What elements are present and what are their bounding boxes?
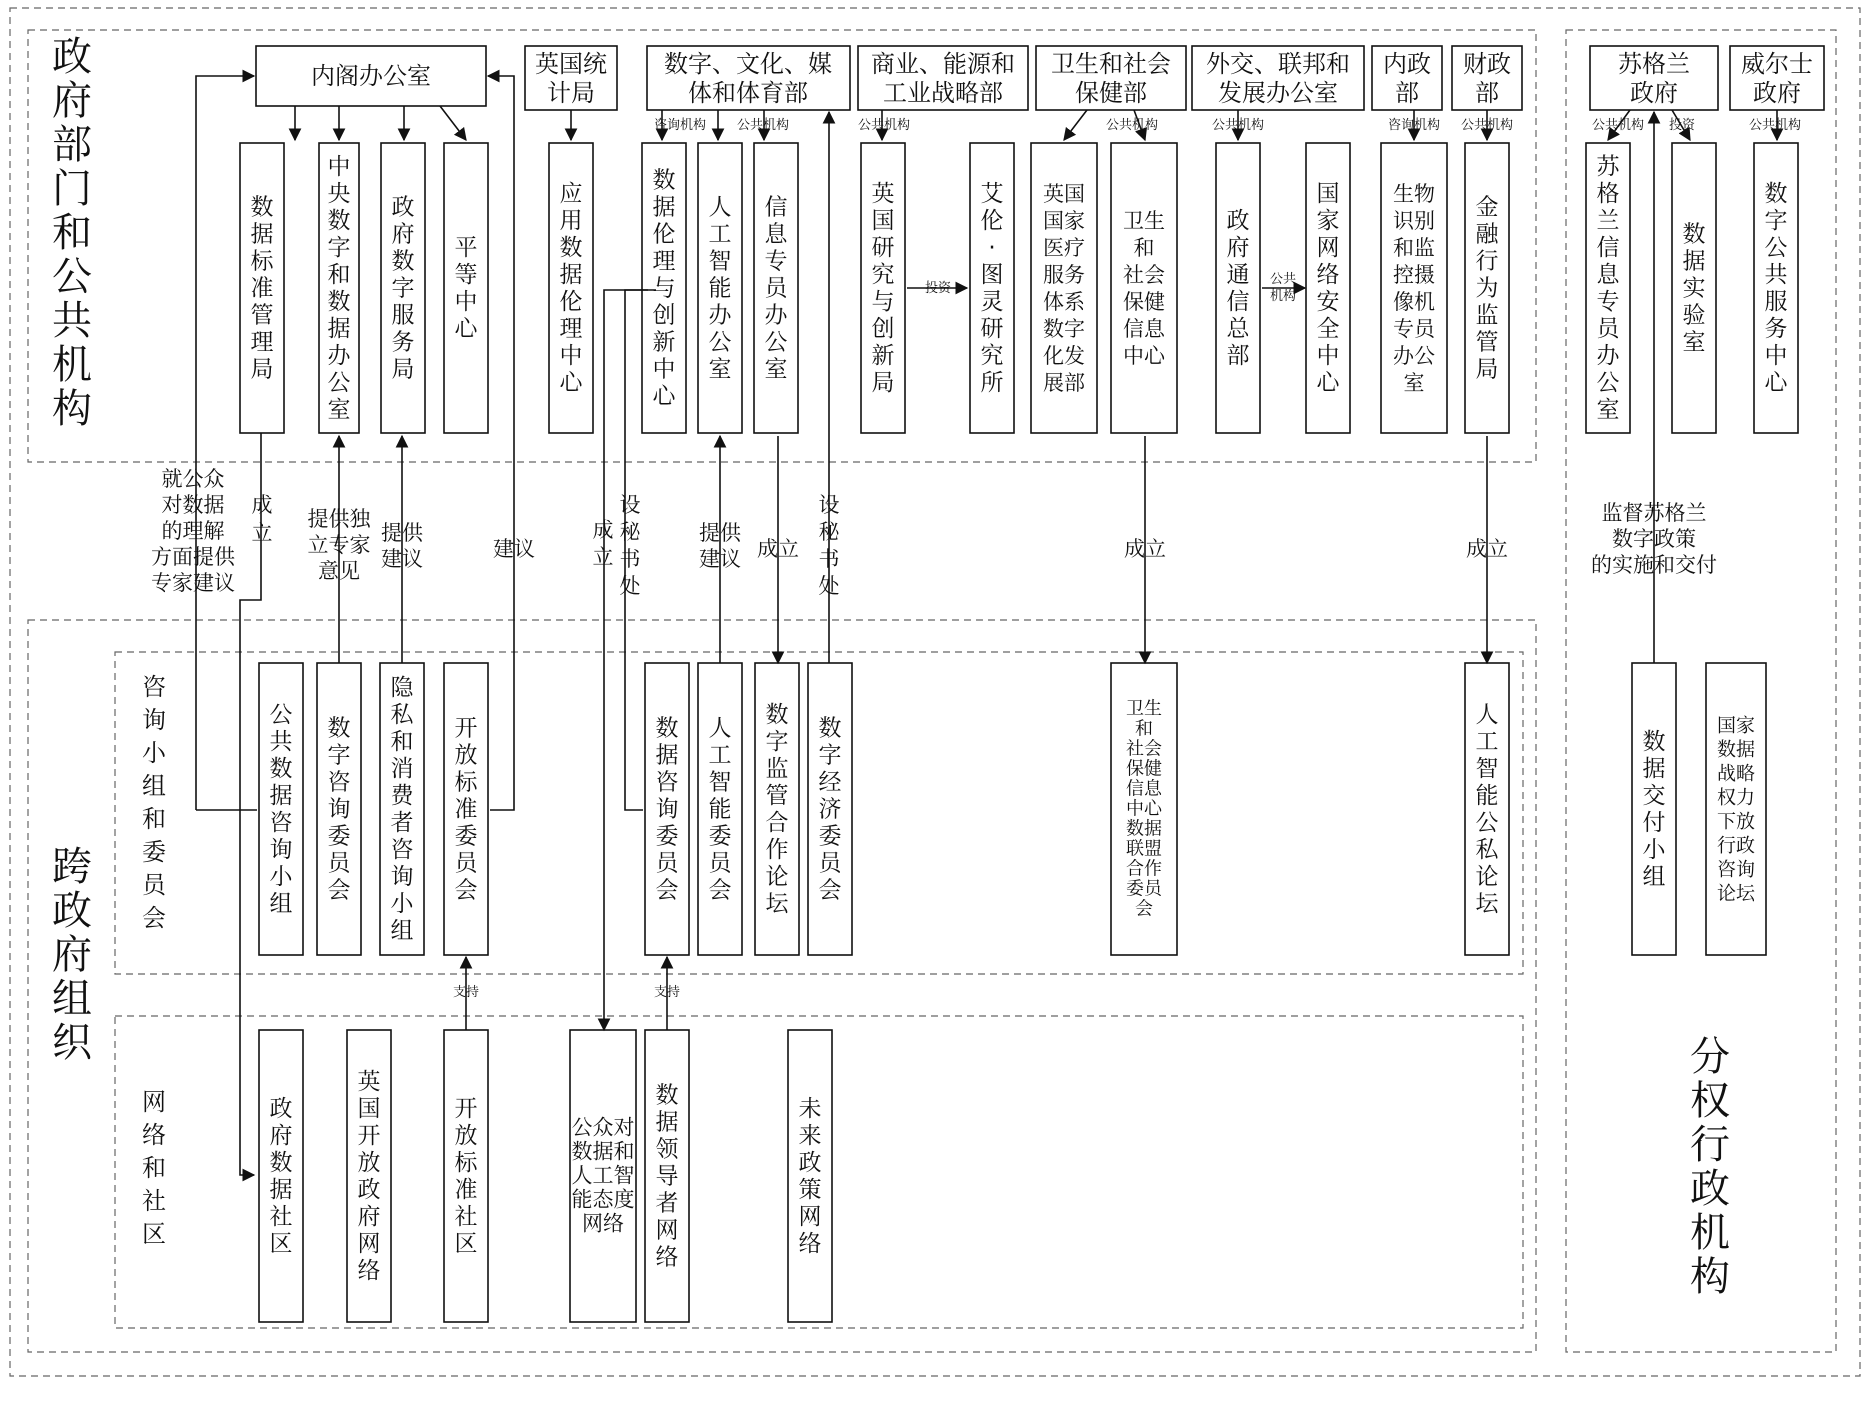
gov-data-community-box [259, 1030, 303, 1322]
home-advisory-tag: 咨询机构 [1387, 118, 1441, 133]
ai-council-box [698, 663, 742, 955]
scot-info-box [1586, 143, 1630, 433]
svg-text:立专家: 立专家 [307, 533, 371, 557]
svg-text:书: 书 [818, 547, 840, 571]
fca-box [1465, 143, 1509, 433]
svg-text:秘: 秘 [818, 520, 840, 544]
public-attitudes-box [570, 1030, 636, 1322]
label-scot-oversight [1591, 501, 1717, 577]
svg-text:成: 成 [251, 493, 273, 517]
fcdo-public-tag: 公共机构 [1211, 118, 1265, 133]
svg-text:政府: 政府 [1630, 79, 1678, 107]
dcms-public-tag: 公共机构 [736, 118, 790, 133]
privacy-advisory-label: 隐私和消费者咨询小组 [390, 675, 414, 945]
beis-box [858, 46, 1028, 110]
svg-text:外交、联邦和: 外交、联邦和 [1206, 50, 1350, 78]
equality-label: 平等中心 [454, 235, 478, 343]
digital-public-label: 数字公共服务中心 [1764, 181, 1788, 397]
svg-text:处: 处 [818, 574, 840, 598]
label-establish-1 [252, 493, 273, 545]
data-standards-box [240, 143, 284, 433]
cdei-box [642, 143, 686, 433]
data-standards-label: 数据标准管理局 [250, 194, 274, 383]
svg-text:方面提供: 方面提供 [151, 545, 235, 569]
svg-text:跨政府组织: 跨政府组织 [52, 844, 92, 1066]
ai-forum-label: 人工智能公私论坛 [1475, 702, 1499, 918]
label-establish-2 [593, 518, 614, 569]
svg-text:秘: 秘 [619, 520, 641, 544]
future-policy-label: 未来政策网络 [798, 1096, 822, 1258]
ukri-label: 英国研究与创新局 [871, 181, 895, 397]
data-advisory-board-box [645, 663, 689, 955]
cabinet-office-label: 内阁办公室 [311, 62, 431, 90]
ons-box [525, 46, 617, 110]
svg-text:的理解: 的理解 [161, 519, 225, 543]
data-leaders-label: 数据领导者网络 [655, 1082, 679, 1271]
open-standards-community-box [444, 1030, 488, 1322]
fcdo-box [1192, 46, 1364, 110]
svg-text:处: 处 [619, 574, 641, 598]
equality-box [444, 143, 488, 433]
future-policy-box [788, 1030, 832, 1322]
nhsx-box [1031, 143, 1097, 433]
open-standards-community-label: 开放标准社区 [454, 1096, 478, 1258]
svg-text:发展办公室: 发展办公室 [1218, 79, 1338, 107]
decentral-region-title [1690, 1034, 1730, 1300]
label-public-understanding [151, 467, 236, 595]
svg-text:保健部: 保健部 [1075, 79, 1147, 107]
svg-text:工业战略部: 工业战略部 [883, 79, 1003, 107]
svg-text:部: 部 [1475, 79, 1499, 107]
data-delivery-box [1632, 663, 1676, 955]
applied-ethics-label: 应用数据伦理中心 [559, 181, 583, 397]
hsc-info-box [1111, 143, 1177, 433]
public-attitudes-label: 公众对数据和人工智能态度网络 [571, 1115, 635, 1236]
ai-office-label: 人工智能办公室 [708, 194, 732, 383]
ncsc-box [1306, 143, 1350, 433]
svg-text:成: 成 [592, 518, 614, 542]
gchq-public-tag-1: 公共 [1269, 272, 1297, 287]
svg-text:专家建议: 专家建议 [151, 571, 235, 595]
svg-text:卫生和社会: 卫生和社会 [1051, 50, 1171, 78]
data-leaders-box [645, 1030, 689, 1322]
cross-region-title [52, 844, 93, 1066]
svg-text:网络和社区: 网络和社区 [142, 1088, 166, 1248]
svg-text:的实施和交付: 的实施和交付 [1591, 553, 1717, 577]
digital-economy-council-box [808, 663, 852, 955]
svg-text:对数据: 对数据 [161, 493, 225, 517]
ogn-box [347, 1030, 391, 1322]
svg-text:数字政策: 数字政策 [1612, 527, 1696, 551]
ai-forum-box [1465, 663, 1509, 955]
svg-text:书: 书 [619, 547, 641, 571]
privacy-advisory-box [380, 663, 424, 955]
ogn-label: 英国开放政府网络 [357, 1069, 381, 1285]
label-establish-3: 成立 [757, 537, 799, 561]
svg-text:体和体育部: 体和体育部 [688, 79, 808, 107]
networks-subregion-title [142, 1088, 166, 1248]
fca-label: 金融行为监管局 [1475, 194, 1499, 383]
label-establish-5: 成立 [1466, 537, 1508, 561]
svg-text:设: 设 [619, 493, 641, 517]
svg-text:计局: 计局 [547, 79, 595, 107]
ai-council-label: 人工智能委员会 [708, 715, 732, 904]
gov-data-community-label: 政府数据社区 [269, 1096, 293, 1258]
gds-label: 政府数字服务局 [391, 194, 415, 383]
public-data-advisory-box [259, 663, 303, 955]
svg-text:分权行政机构: 分权行政机构 [1690, 1034, 1730, 1300]
dcms-box [647, 46, 850, 110]
biometrics-box [1381, 143, 1447, 433]
gchq-public-tag-2: 机构 [1269, 289, 1297, 304]
svg-text:建议: 建议 [381, 547, 423, 571]
ico-box [754, 143, 798, 433]
gov-region-title [52, 34, 92, 432]
hsc-alliance-box [1111, 663, 1177, 955]
treasury-public-tag: 公共机构 [1460, 118, 1514, 133]
svg-text:立: 立 [251, 521, 273, 545]
dcms-advisory-tag: 咨询机构 [653, 118, 707, 133]
label-independent-expert [308, 507, 372, 583]
svg-text:苏格兰: 苏格兰 [1618, 50, 1690, 78]
cdei-label: 数据伦理与创新中心 [652, 167, 676, 410]
advisory-subregion-title [142, 673, 168, 932]
svg-text:政府部门和公共机构: 政府部门和公共机构 [52, 34, 92, 432]
dhsc-box [1036, 46, 1186, 110]
svg-text:提供独: 提供独 [307, 507, 371, 531]
turing-box [970, 143, 1014, 433]
scot-public-tag: 公共机构 [1591, 118, 1645, 133]
label-recommend: 建议 [493, 537, 535, 561]
svg-text:咨询小组和委员会: 咨询小组和委员会 [142, 673, 166, 932]
label-establish-4: 成立 [1124, 537, 1166, 561]
svg-text:立: 立 [592, 545, 614, 569]
nhsx-label: 英国国家医疗服务体系数字化发展部 [1043, 182, 1085, 396]
drcf-label: 数字监管合作论坛 [765, 702, 789, 918]
digital-advisory-label: 数字咨询委员会 [327, 715, 351, 904]
biometrics-label: 生物识别和监控摄像机专员办公室 [1393, 182, 1435, 396]
svg-text:部: 部 [1395, 79, 1419, 107]
public-data-advisory-label: 公共数据咨询小组 [269, 702, 293, 918]
ukri-box [861, 143, 905, 433]
data-lab-box [1672, 143, 1716, 433]
ico-label: 信息专员办公室 [764, 194, 788, 383]
svg-text:英国统: 英国统 [535, 50, 607, 78]
ai-office-box [698, 143, 742, 433]
svg-text:提供: 提供 [699, 521, 741, 545]
ncsc-label: 国家网络安全中心 [1316, 181, 1340, 397]
scot-invest-tag: 投资 [1668, 118, 1696, 133]
gchq-box [1216, 143, 1260, 433]
data-lab-label: 数据实验室 [1682, 221, 1706, 356]
gds-box [381, 143, 425, 433]
svg-text:建议: 建议 [699, 547, 741, 571]
home-office-box [1372, 46, 1442, 110]
nds-forum-box [1706, 663, 1766, 955]
support-tag-2: 支持 [653, 985, 681, 1000]
svg-text:监督苏格兰: 监督苏格兰 [1601, 501, 1707, 525]
beis-public-tag: 公共机构 [857, 118, 911, 133]
applied-ethics-box [549, 143, 593, 433]
cddo-label: 中央数字和数据办公室 [327, 154, 351, 424]
scot-info-label: 苏格兰信息专员办公室 [1596, 154, 1620, 424]
svg-text:商业、能源和: 商业、能源和 [871, 50, 1015, 78]
digital-advisory-box [317, 663, 361, 955]
label-secretariat-1 [620, 493, 642, 598]
data-delivery-label: 数据交付小组 [1642, 729, 1666, 891]
support-tag-1: 支持 [452, 985, 480, 1000]
svg-text:政府: 政府 [1753, 79, 1801, 107]
hsc-alliance-label: 卫生和社会保健信息中心数据联盟合作委员会 [1126, 698, 1162, 920]
scottish-gov-box [1590, 46, 1718, 110]
turing-label: 艾伦·图灵研究所 [980, 181, 1004, 397]
nds-forum-label: 国家数据战略权力下放行政咨询论坛 [1716, 714, 1756, 905]
svg-text:内政: 内政 [1383, 50, 1431, 78]
wales-public-tag: 公共机构 [1748, 118, 1802, 133]
ukri-invest-tag: 投资 [924, 281, 952, 296]
cddo-box [319, 143, 359, 433]
digital-public-box [1754, 143, 1798, 433]
svg-text:提供: 提供 [381, 521, 423, 545]
welsh-gov-box [1730, 46, 1824, 110]
svg-text:财政: 财政 [1463, 50, 1511, 78]
svg-text:意见: 意见 [318, 559, 360, 583]
dhsc-public-tag: 公共机构 [1105, 118, 1159, 133]
drcf-box [755, 663, 799, 955]
svg-text:设: 设 [818, 493, 840, 517]
gchq-label: 政府通信总部 [1226, 208, 1250, 370]
open-standards-board-label: 开放标准委员会 [454, 715, 478, 904]
svg-text:就公众: 就公众 [161, 467, 225, 491]
hsc-info-label: 卫生和社会保健信息中心 [1123, 209, 1165, 369]
digital-economy-council-label: 数字经济委员会 [818, 715, 842, 904]
svg-text:威尔士: 威尔士 [1741, 50, 1813, 78]
open-standards-board-box [444, 663, 488, 955]
treasury-box [1452, 46, 1522, 110]
data-advisory-board-label: 数据咨询委员会 [655, 715, 679, 904]
svg-text:数字、文化、媒: 数字、文化、媒 [664, 50, 832, 78]
